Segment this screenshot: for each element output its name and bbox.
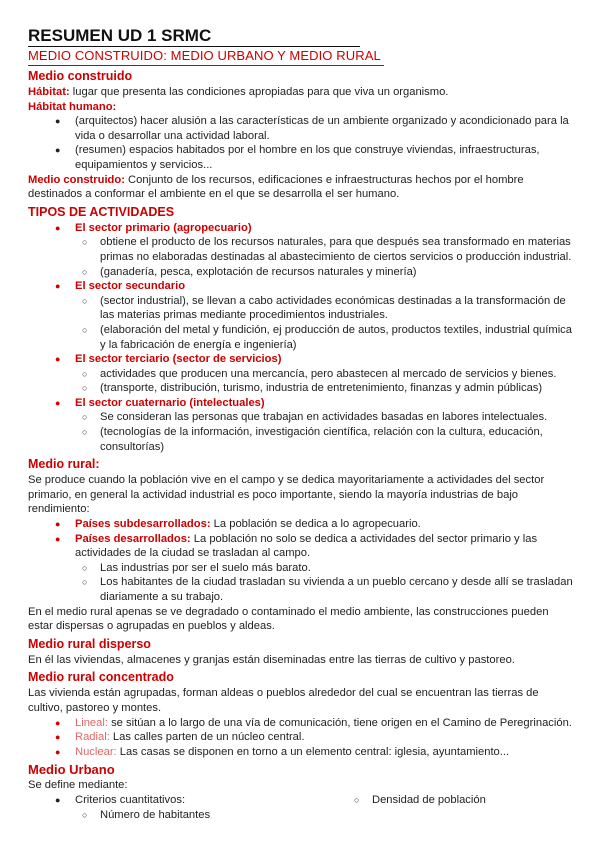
list-item: ● (resumen) espacios habitados por el hombre en los que construye viviendas, infraestructuras, equipamientos y servicios...: [55, 144, 540, 171]
bullet-icon: ●: [55, 746, 61, 757]
list-item: ○ (tecnologías de la información, investigación científica, relación con la cultura, educación, consultorías): [82, 426, 543, 453]
circle-bullet-icon: ○: [354, 794, 360, 805]
bullet-icon: ●: [55, 717, 61, 728]
urbano-criterios: [28, 793, 576, 822]
sector-item: ● El sector secundario: [55, 280, 186, 293]
list-item: ● (arquitectos) hacer alusión a las características de un ambiente organizado y acondicionado para la vida o desarrollar una actividad laboral.: [55, 115, 569, 142]
sector-item: ● El sector terciario (sector de servicios): [55, 353, 282, 366]
bullet-icon: ●: [55, 519, 61, 530]
rural-outro: En el medio rural apenas se ve degradado o contaminado el medio ambiente, las construcciones pueden estar dispersas o agrupadas en pueblos y aldeas.: [28, 605, 549, 633]
habitat-definition: Hábitat: lugar que presenta las condiciones apropiadas para que viva un organismo.: [28, 86, 449, 98]
list-item: ○ Los habitantes de la ciudad trasladan su vivienda a un pueblo cercano y desde allí se trasladan diariamente a su trabajo.: [82, 576, 573, 603]
tipos-list: [28, 716, 576, 760]
circle-bullet-icon: ○: [82, 809, 88, 820]
medio-construido-definition: Medio construido: Conjunto de los recursos, edificaciones e infraestructuras hechos por el hombre destinados a conformar el ambiente en el que se desarrolla el ser humano.: [28, 173, 524, 201]
circle-bullet-icon: ○: [82, 562, 88, 573]
list-item: ○ Las industrias por ser el suelo más barato.: [82, 561, 311, 574]
list-item: ● Países subdesarrollados: La población se dedica a lo agropecuario.: [55, 518, 421, 531]
sector-item: ● El sector cuaternario (intelectuales): [55, 396, 265, 409]
circle-bullet-icon: ○: [82, 266, 88, 277]
bullet-icon: ●: [55, 116, 61, 127]
rural-intro: Se produce cuando la población vive en el campo y se dedica mayoritariamente a actividades del sector primario, en general la actividad industrial es poco importante, siendo la mayoría industrias de bajo rendimiento:: [28, 474, 545, 516]
bullet-icon: ●: [55, 397, 61, 408]
list-item: ○ Se consideran las personas que trabajan en actividades basadas en labores intelectuales.: [82, 411, 548, 424]
bullet-icon: ●: [55, 794, 61, 805]
rural-concentrado-text: Las vivienda están agrupadas, forman aldeas o pueblos alrededor del cual se encuentran las tierras de cultivo, pastoreo y montes.: [28, 687, 539, 714]
page-subtitle: MEDIO CONSTRUIDO: MEDIO URBANO Y MEDIO RURAL: [28, 47, 576, 66]
bullet-icon: ●: [55, 222, 61, 233]
list-item: ○ Densidad de población: [354, 793, 486, 806]
habitat-humano-list: [28, 114, 576, 172]
list-item: ○ Número de habitantes: [82, 808, 211, 821]
paises-list: [28, 517, 576, 605]
list-item: ○ (transporte, distribución, turismo, industria de entretenimiento, finanzas y admin públicas): [82, 382, 543, 395]
heading-rural-disperso: Medio rural disperso: [28, 636, 151, 651]
bullet-icon: ●: [55, 145, 61, 156]
urbano-intro: Se define mediante:: [28, 779, 128, 792]
list-item: ● Radial: Las calles parten de un núcleo central.: [55, 731, 305, 744]
list-item: ○ (elaboración del metal y fundición, ej producción de autos, productos textiles, industrial química y la fabricación de energía e ingeniería): [82, 323, 572, 351]
list-item: ● Criterios cuantitativos:: [55, 793, 186, 806]
rural-disperso-text: En él las viviendas, almacenes y granjas están diseminadas entre las tierras de cultivo y pastoreo.: [28, 653, 515, 666]
list-item: ● Nuclear: Las casas se disponen en torno a un elemento central: iglesia, ayuntamiento...: [55, 745, 510, 758]
sector-item: ● El sector primario (agropecuario): [55, 221, 252, 234]
list-item: ○ (ganadería, pesca, explotación de recursos naturales y minería): [82, 265, 417, 278]
page-title: RESUMEN UD 1 SRMC: [28, 26, 576, 47]
bullet-icon: ●: [55, 732, 61, 743]
circle-bullet-icon: ○: [82, 237, 88, 248]
list-item: ● Lineal: se sitúan a lo largo de una vía de comunicación, tiene origen en el Camino de Peregrinación.: [55, 716, 572, 729]
circle-bullet-icon: ○: [82, 427, 88, 438]
list-item: ○ (sector industrial), se llevan a cabo actividades económicas destinadas a la transformación de las materias primas mediante procedimientos industriales.: [82, 294, 566, 322]
circle-bullet-icon: ○: [82, 324, 88, 335]
list-item: ● Países desarrollados: La población no solo se dedica a actividades del sector primario y las actividades de la ciudad se trasladan al campo.: [55, 532, 538, 560]
heading-medio-construido: Medio construido: [28, 69, 133, 83]
heading-rural-concentrado: Medio rural concentrado: [28, 670, 174, 685]
heading-medio-rural: Medio rural:: [28, 457, 100, 472]
circle-bullet-icon: ○: [82, 368, 88, 379]
heading-tipos-actividades: TIPOS DE ACTIVIDADES: [28, 204, 175, 219]
bullet-icon: ●: [55, 533, 61, 544]
document-page: [28, 26, 576, 822]
circle-bullet-icon: ○: [82, 577, 88, 588]
circle-bullet-icon: ○: [82, 412, 88, 423]
bullet-icon: ●: [55, 281, 61, 292]
circle-bullet-icon: ○: [82, 295, 88, 306]
circle-bullet-icon: ○: [82, 383, 88, 394]
sectores-list: [28, 221, 576, 455]
habitat-humano-label: Hábitat humano:: [28, 100, 117, 113]
list-item: ○ actividades que producen una mercancía, pero abastecen al mercado de servicios y bienes.: [82, 367, 557, 380]
list-item: ○ obtiene el producto de los recursos naturales, para que después sea transformado en materias primas no elaboradas destinadas al abastecimiento de ciertos servicios o producción industrial.: [82, 236, 572, 263]
bullet-icon: ●: [55, 354, 61, 365]
heading-medio-urbano: Medio Urbano: [28, 762, 115, 778]
